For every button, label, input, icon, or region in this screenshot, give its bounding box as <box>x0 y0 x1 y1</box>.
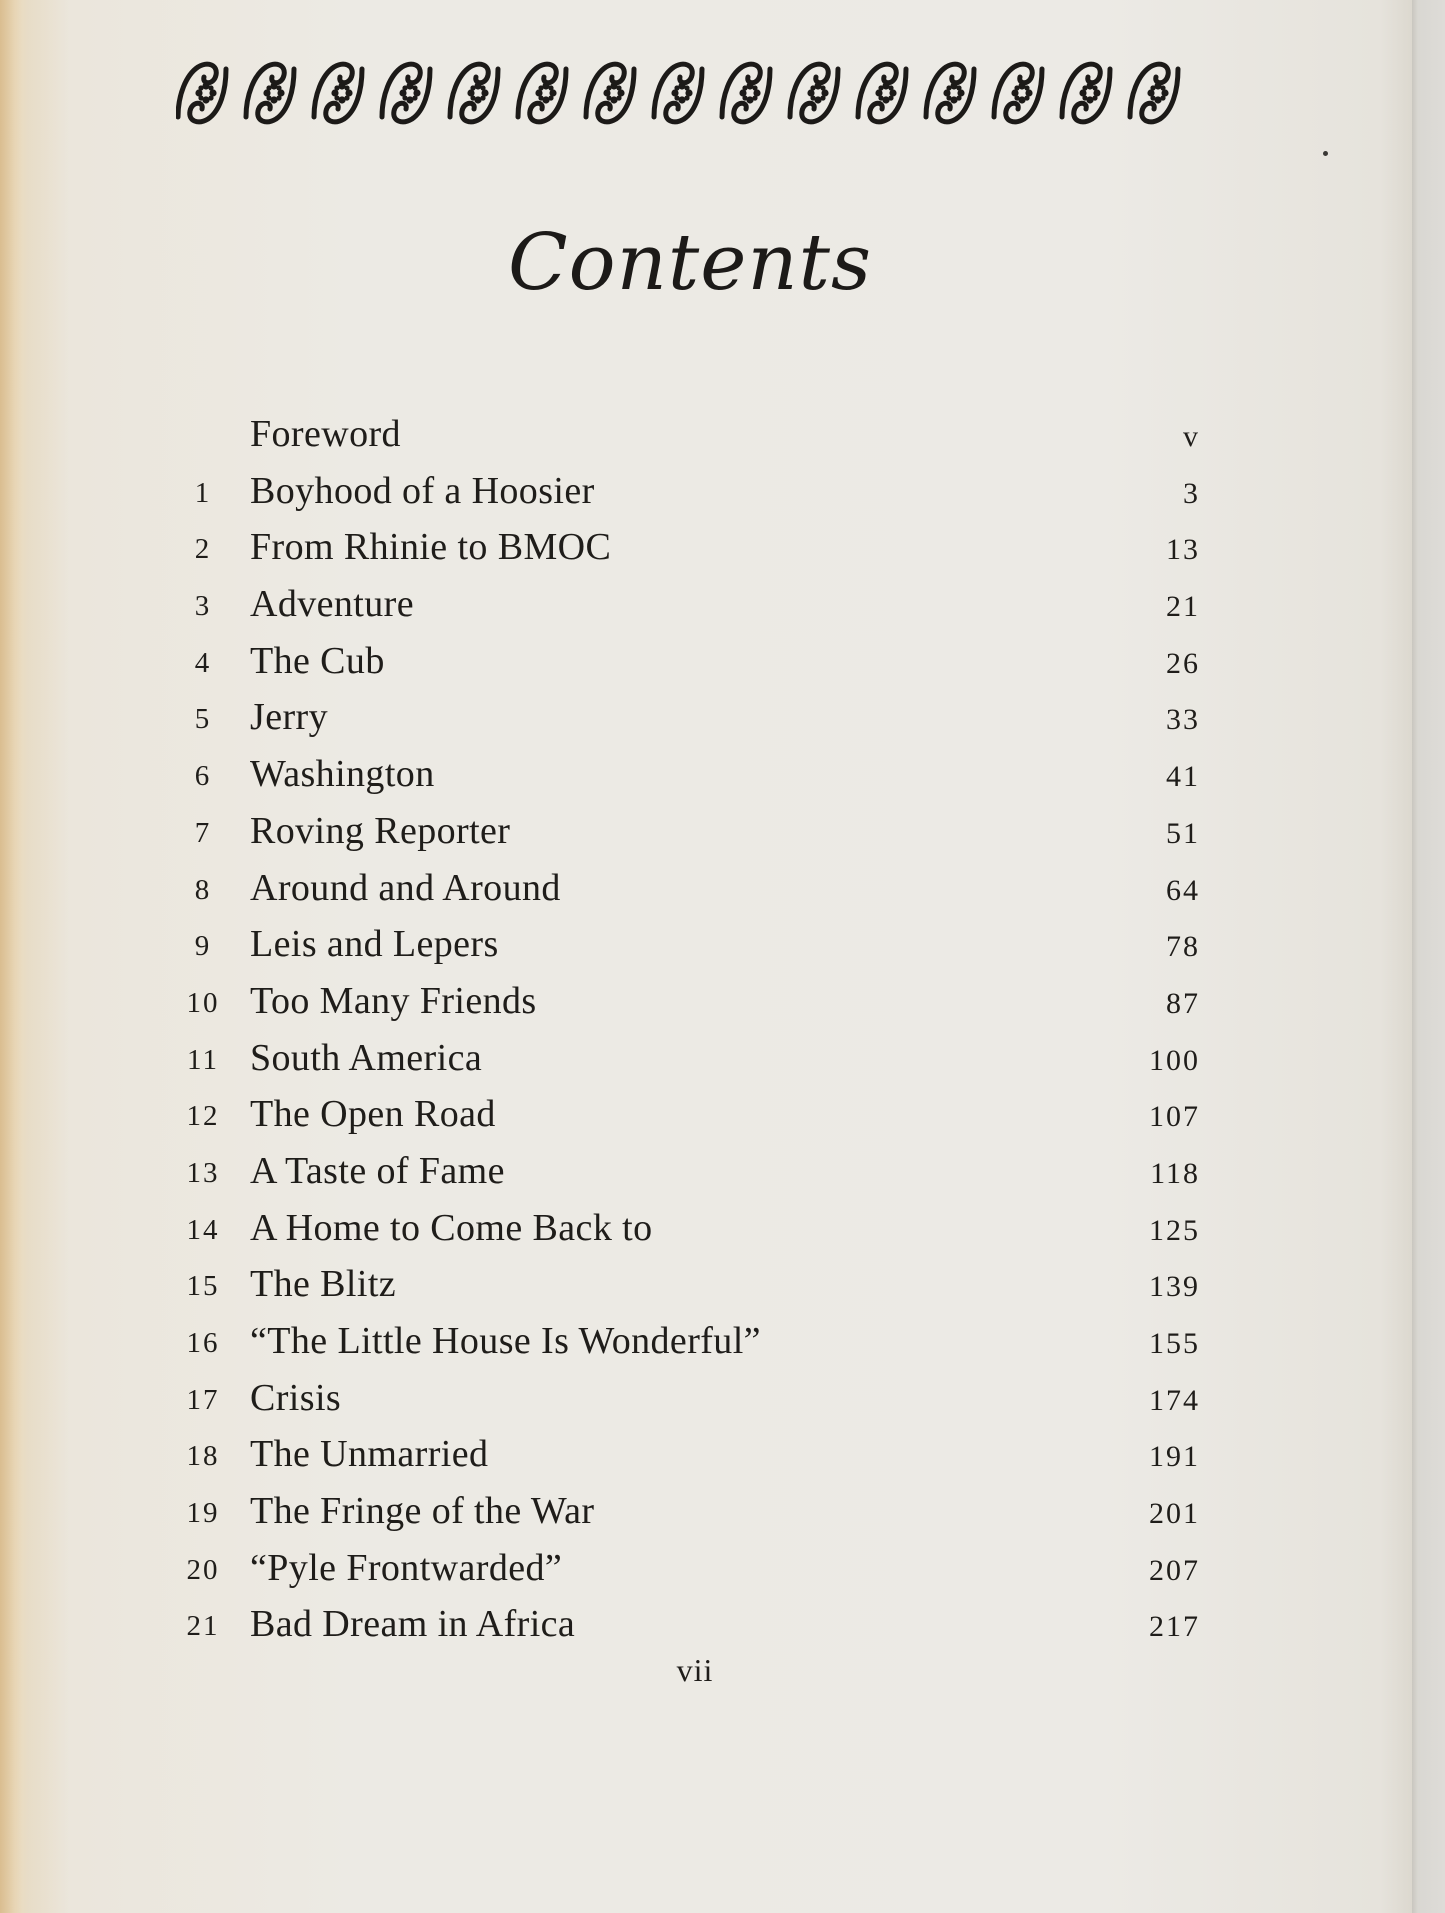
contents-entry[interactable] <box>180 525 1200 582</box>
contents-list <box>180 412 1200 1659</box>
contents-entry[interactable] <box>180 922 1200 979</box>
chapter-number: 19 <box>186 1497 220 1530</box>
page-number: 21 <box>1166 590 1200 624</box>
chapter-title: “The Little House Is Wonderful” <box>250 1320 761 1362</box>
chapter-title: The Fringe of the War <box>250 1490 595 1533</box>
chapter-number: 21 <box>186 1610 220 1643</box>
contents-entry[interactable] <box>180 1092 1200 1149</box>
page-number: 78 <box>1166 930 1200 964</box>
chapter-number: 13 <box>186 1156 220 1189</box>
chapter-number: 1 <box>194 476 212 509</box>
contents-entry[interactable] <box>180 1376 1200 1433</box>
chapter-title: South America <box>250 1036 483 1079</box>
chapter-number: 16 <box>186 1327 220 1359</box>
page-number: 139 <box>1149 1270 1200 1304</box>
contents-entry[interactable] <box>180 582 1200 639</box>
page-number: 125 <box>1149 1213 1200 1247</box>
chapter-number: 7 <box>194 816 212 849</box>
page-number: 207 <box>1149 1553 1200 1587</box>
page-number: 33 <box>1166 703 1200 737</box>
contents-entry[interactable] <box>180 639 1200 696</box>
chapter-number: 6 <box>194 760 212 793</box>
contents-entry[interactable] <box>180 1036 1200 1093</box>
page-number: 217 <box>1149 1610 1200 1644</box>
page-number: 3 <box>1183 476 1200 510</box>
chapter-title: Crisis <box>250 1376 342 1419</box>
contents-entry[interactable] <box>180 1432 1200 1489</box>
chapter-number: 11 <box>187 1043 219 1076</box>
chapter-title: Washington <box>250 753 435 796</box>
chapter-title: A Taste of Fame <box>250 1149 505 1192</box>
chapter-title: Jerry <box>250 696 328 739</box>
contents-entry[interactable] <box>180 1489 1200 1546</box>
chapter-number: 8 <box>194 873 212 906</box>
contents-entry-foreword[interactable] <box>180 412 1200 469</box>
page-number: 191 <box>1149 1440 1200 1474</box>
page-number: 155 <box>1149 1327 1200 1360</box>
contents-entry[interactable] <box>180 1206 1200 1263</box>
chapter-number: 4 <box>194 646 212 679</box>
chapter-number: 10 <box>186 986 220 1019</box>
page-number: 64 <box>1166 873 1200 907</box>
contents-entry[interactable] <box>180 809 1200 866</box>
page-number: 13 <box>1166 533 1200 567</box>
contents-entry[interactable] <box>180 1149 1200 1206</box>
chapter-title: From Rhinie to BMOC <box>250 526 612 569</box>
contents-entry[interactable] <box>180 695 1200 752</box>
page-title: Contents <box>508 218 872 308</box>
contents-entry[interactable] <box>180 979 1200 1036</box>
page-number: 118 <box>1150 1156 1200 1190</box>
page-edge-background <box>1412 0 1445 1913</box>
contents-entry[interactable] <box>180 866 1200 923</box>
chapter-title: Too Many Friends <box>250 979 537 1022</box>
contents-entry[interactable] <box>180 1262 1200 1319</box>
chapter-title: The Unmarried <box>250 1433 489 1476</box>
chapter-title: The Open Road <box>250 1093 496 1136</box>
page-number: 201 <box>1149 1497 1200 1531</box>
chapter-number: 2 <box>194 533 212 566</box>
chapter-title: A Home to Come Back to <box>250 1206 653 1249</box>
chapter-title: Leis and Lepers <box>250 923 499 966</box>
page-number: 26 <box>1166 646 1200 680</box>
chapter-number: 15 <box>186 1270 220 1303</box>
chapter-number: 18 <box>186 1440 220 1473</box>
page-number: 87 <box>1166 986 1200 1020</box>
chapter-title: “Pyle Frontwarded” <box>250 1546 563 1589</box>
chapter-number: 17 <box>186 1383 220 1416</box>
chapter-title: Roving Reporter <box>250 809 511 852</box>
chapter-number: 3 <box>194 590 212 623</box>
contents-entry[interactable] <box>180 469 1200 526</box>
paper-speck <box>1323 151 1328 156</box>
page-number: v <box>1183 420 1200 453</box>
chapter-title: Boyhood of a Hoosier <box>250 469 595 512</box>
page-number: 41 <box>1166 760 1200 794</box>
contents-entry[interactable] <box>180 1546 1200 1603</box>
contents-entry[interactable] <box>180 752 1200 809</box>
chapter-title: The Blitz <box>250 1263 397 1306</box>
contents-entry[interactable] <box>180 1319 1200 1376</box>
page-number: 51 <box>1166 816 1200 850</box>
scroll-and-flower-border-icon <box>176 55 1200 130</box>
chapter-title: Around and Around <box>250 866 561 909</box>
chapter-number: 5 <box>194 703 212 736</box>
gutter-shadow <box>0 0 70 1913</box>
page-folio: vii <box>676 1652 714 1688</box>
chapter-number: 9 <box>194 930 212 963</box>
chapter-number: 14 <box>186 1213 220 1246</box>
chapter-title: The Cub <box>250 639 385 682</box>
chapter-title: Foreword <box>250 413 401 455</box>
chapter-title: Adventure <box>250 583 414 626</box>
chapter-number: 12 <box>186 1100 220 1133</box>
page-number: 100 <box>1149 1043 1200 1077</box>
contents-entry[interactable] <box>180 1602 1200 1659</box>
page-number: 174 <box>1149 1383 1200 1417</box>
page-number: 107 <box>1149 1100 1200 1134</box>
chapter-number: 20 <box>186 1553 220 1586</box>
chapter-title: Bad Dream in Africa <box>250 1603 576 1646</box>
